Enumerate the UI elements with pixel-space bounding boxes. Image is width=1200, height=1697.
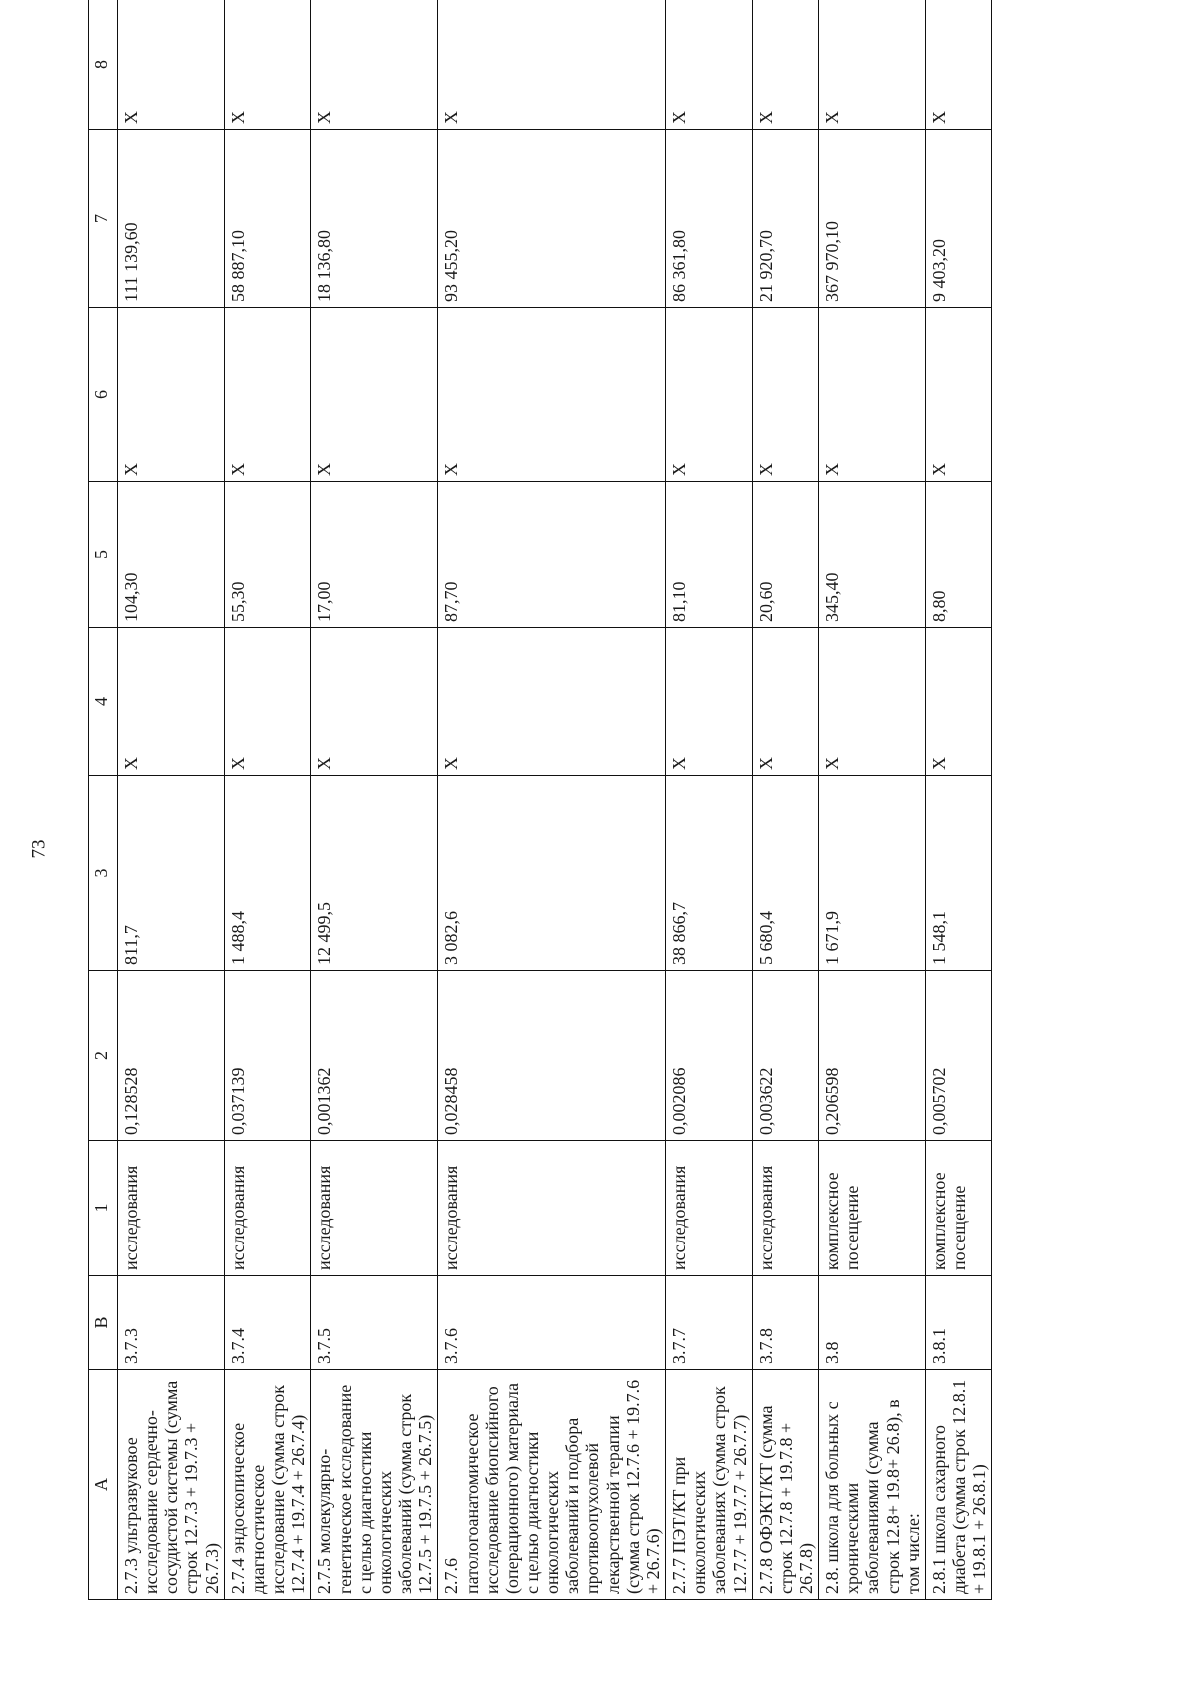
row-name-cell: 2.7.4 эндоскопическое диагностическое исследование (сумма строк 12.7.4 + 19.7.4 + 26.7.4) — [224, 1370, 311, 1600]
row-col5-cell: 345,40 — [819, 482, 926, 628]
page-number-text: 73 — [28, 839, 49, 858]
row-col6-cell: Х — [666, 308, 753, 482]
table-row — [224, 0, 311, 1600]
row-col6-cell: Х — [819, 308, 926, 482]
row-unit-cell: исследования — [224, 1141, 311, 1276]
row-code-cell: 3.7.6 — [438, 1276, 666, 1370]
rotated-table-container — [88, 0, 1068, 1600]
table-row — [118, 0, 225, 1600]
row-col3-cell: 1 548,1 — [925, 776, 991, 971]
header-cell: 5 — [89, 482, 118, 628]
row-col4-cell: Х — [311, 628, 438, 776]
row-col4-cell: Х — [224, 628, 311, 776]
row-col7-cell: 111 139,60 — [118, 130, 225, 308]
row-col3-cell: 3 082,6 — [438, 776, 666, 971]
row-col4-cell: Х — [666, 628, 753, 776]
row-col6-cell: Х — [925, 308, 991, 482]
row-col7-cell: 9 403,20 — [925, 130, 991, 308]
table-row — [819, 0, 926, 1600]
row-unit-cell: комплексное посещение — [925, 1141, 991, 1276]
table-row — [311, 0, 438, 1600]
row-col7-cell: 367 970,10 — [819, 130, 926, 308]
header-cell: 6 — [89, 308, 118, 482]
header-cell: В — [89, 1276, 118, 1370]
row-code-cell: 3.7.4 — [224, 1276, 311, 1370]
row-col6-cell: Х — [438, 308, 666, 482]
row-col5-cell: 104,30 — [118, 482, 225, 628]
row-col5-cell: 87,70 — [438, 482, 666, 628]
row-col8-cell: Х — [224, 0, 311, 130]
table-row — [925, 0, 991, 1600]
table-row — [438, 0, 666, 1600]
table-row — [666, 0, 753, 1600]
row-col8-cell: Х — [311, 0, 438, 130]
header-cell: 4 — [89, 628, 118, 776]
row-code-cell: 3.7.7 — [666, 1276, 753, 1370]
header-row — [89, 0, 118, 1600]
row-col6-cell: Х — [311, 308, 438, 482]
row-unit-cell: исследования — [438, 1141, 666, 1276]
header-cell: 2 — [89, 971, 118, 1141]
row-col8-cell: Х — [925, 0, 991, 130]
row-col6-cell: Х — [224, 308, 311, 482]
row-col2-cell: 0,206598 — [819, 971, 926, 1141]
header-cell: 1 — [89, 1141, 118, 1276]
row-col5-cell: 8,80 — [925, 482, 991, 628]
row-col6-cell: Х — [752, 308, 818, 482]
row-col2-cell: 0,128528 — [118, 971, 225, 1141]
row-name-cell: 2.7.5 молекулярно-генетическое исследование с целью диагностики онкологических заболеваний (сумма строк 12.7.5 + 19.7.5 + 26.7.5) — [311, 1370, 438, 1600]
row-col7-cell: 21 920,70 — [752, 130, 818, 308]
row-unit-cell: исследования — [752, 1141, 818, 1276]
row-col2-cell: 0,028458 — [438, 971, 666, 1141]
row-col6-cell: Х — [118, 308, 225, 482]
row-name-cell: 2.7.3 ультразвуковое исследование сердечно-сосудистой системы (сумма строк 12.7.3 + 19.7.3 + 26.7.3) — [118, 1370, 225, 1600]
row-col3-cell: 1 488,4 — [224, 776, 311, 971]
row-col4-cell: Х — [752, 628, 818, 776]
header-cell: А — [89, 1370, 118, 1600]
row-name-cell: 2.7.7 ПЭТ/КТ при онкологических заболеваниях (сумма строк 12.7.7 + 19.7.7 + 26.7.7) — [666, 1370, 753, 1600]
row-col3-cell: 5 680,4 — [752, 776, 818, 971]
row-unit-cell: исследования — [666, 1141, 753, 1276]
row-col7-cell: 86 361,80 — [666, 130, 753, 308]
row-unit-cell: исследования — [311, 1141, 438, 1276]
row-col5-cell: 55,30 — [224, 482, 311, 628]
row-col2-cell: 0,037139 — [224, 971, 311, 1141]
row-col5-cell: 17,00 — [311, 482, 438, 628]
row-col8-cell: Х — [666, 0, 753, 130]
row-code-cell: 3.7.3 — [118, 1276, 225, 1370]
row-col5-cell: 81,10 — [666, 482, 753, 628]
row-unit-cell: исследования — [118, 1141, 225, 1276]
row-col4-cell: Х — [118, 628, 225, 776]
row-col3-cell: 12 499,5 — [311, 776, 438, 971]
row-col4-cell: Х — [819, 628, 926, 776]
row-name-cell: 2.8. школа для больных с хроническими заболеваниями (сумма строк 12.8+ 19.8+ 26.8), в том числе: — [819, 1370, 926, 1600]
table-row — [752, 0, 818, 1600]
row-code-cell: 3.8.1 — [925, 1276, 991, 1370]
row-col5-cell: 20,60 — [752, 482, 818, 628]
row-name-cell: 2.7.8 ОФЭКТ/КТ (сумма строк 12.7.8 + 19.7.8 + 26.7.8) — [752, 1370, 818, 1600]
header-cell: 8 — [89, 0, 118, 130]
header-cell: 3 — [89, 776, 118, 971]
row-col3-cell: 1 671,9 — [819, 776, 926, 971]
row-code-cell: 3.7.8 — [752, 1276, 818, 1370]
row-name-cell: 2.7.6 патологоанатомическое исследование биопсийного (операционного) материала с целью диагностики онкологических заболеваний и подбора противоопухолевой лекарственной терапии (сумма строк 12.7.6 + 19.7.6 + 26.7.6) — [438, 1370, 666, 1600]
row-name-cell: 2.8.1 школа сахарного диабета (сумма строк 12.8.1 + 19.8.1 + 26.8.1) — [925, 1370, 991, 1600]
row-col4-cell: Х — [438, 628, 666, 776]
row-col4-cell: Х — [925, 628, 991, 776]
row-col3-cell: 811,7 — [118, 776, 225, 971]
row-col2-cell: 0,005702 — [925, 971, 991, 1141]
data-table — [88, 0, 992, 1600]
row-col7-cell: 58 887,10 — [224, 130, 311, 308]
row-col8-cell: Х — [752, 0, 818, 130]
row-unit-cell: комплексное посещение — [819, 1141, 926, 1276]
row-code-cell: 3.7.5 — [311, 1276, 438, 1370]
row-col3-cell: 38 866,7 — [666, 776, 753, 971]
row-col8-cell: Х — [438, 0, 666, 130]
row-col2-cell: 0,001362 — [311, 971, 438, 1141]
row-code-cell: 3.8 — [819, 1276, 926, 1370]
row-col8-cell: Х — [819, 0, 926, 130]
header-cell: 7 — [89, 130, 118, 308]
row-col8-cell: Х — [118, 0, 225, 130]
row-col2-cell: 0,002086 — [666, 971, 753, 1141]
row-col7-cell: 93 455,20 — [438, 130, 666, 308]
row-col7-cell: 18 136,80 — [311, 130, 438, 308]
row-col2-cell: 0,003622 — [752, 971, 818, 1141]
page-number — [14, 0, 64, 1697]
